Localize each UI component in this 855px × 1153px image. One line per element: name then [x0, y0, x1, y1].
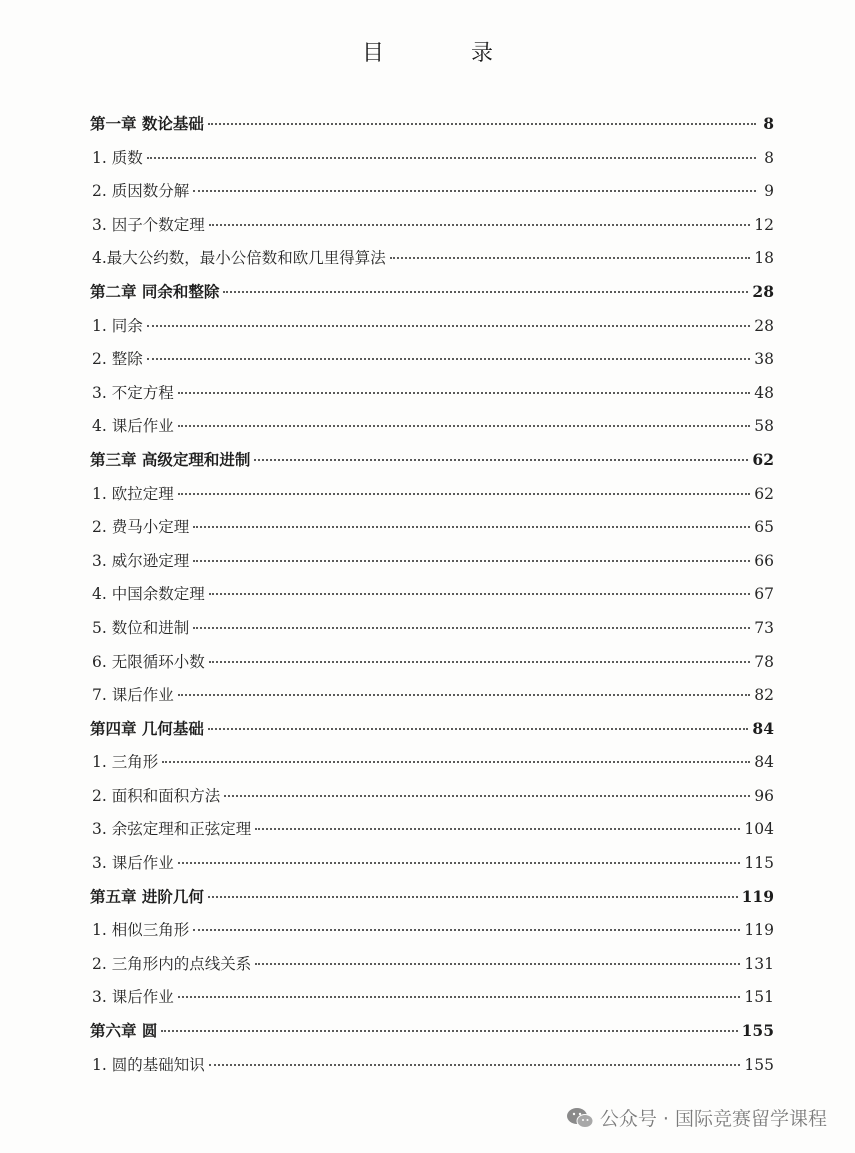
- toc-leader-dots: [208, 896, 738, 898]
- toc-page-number: 38: [754, 350, 774, 369]
- toc-page-number: 84: [752, 718, 774, 738]
- toc-leader-dots: [147, 325, 751, 327]
- toc-section-row: [90, 918, 774, 952]
- toc-leader-dots: [178, 862, 741, 864]
- toc-entry-title: 第三章 高级定理和进制: [90, 449, 251, 469]
- toc-page-number: 115: [744, 854, 774, 873]
- toc-page-number: 73: [754, 618, 774, 637]
- toc-leader-dots: [255, 828, 740, 830]
- toc-page-number: 84: [754, 753, 774, 772]
- toc-entry-title: 1. 三角形: [92, 753, 159, 772]
- watermark: [566, 1104, 827, 1131]
- toc-entry-title: 第五章 进阶几何: [90, 886, 204, 906]
- toc-section-row: [90, 650, 774, 684]
- toc-section-row: [90, 985, 774, 1019]
- toc-chapter-row: [90, 280, 774, 314]
- toc-entry-title: 2. 三角形内的点线关系: [92, 954, 252, 973]
- toc-entry-title: 1. 相似三角形: [92, 921, 190, 940]
- toc-section-row: [90, 213, 774, 247]
- toc-entry-title: 3. 课后作业: [92, 854, 174, 873]
- toc-leader-dots: [254, 459, 748, 461]
- page-title: 目 录: [362, 41, 533, 66]
- toc-entry-title: 4. 中国余数定理: [92, 585, 205, 604]
- toc-leader-dots: [193, 560, 750, 562]
- toc-section-row: [90, 784, 774, 818]
- toc-page-number: 82: [754, 686, 774, 705]
- toc-section-row: [90, 750, 774, 784]
- toc-entry-title: 第一章 数论基础: [90, 114, 204, 133]
- toc-entry-title: 1. 质数: [92, 148, 143, 167]
- toc-page-number: 155: [744, 1055, 774, 1074]
- toc-chapter-row: [90, 885, 774, 919]
- toc-entry-title: 3. 余弦定理和正弦定理: [92, 820, 252, 839]
- toc-leader-dots: [390, 257, 750, 259]
- toc-leader-dots: [209, 224, 751, 226]
- toc-section-row: [90, 179, 774, 213]
- toc-section-row: [90, 381, 774, 415]
- toc-entry-title: 第四章 几何基础: [90, 718, 204, 738]
- toc-entry-title: 第六章 圆: [90, 1021, 158, 1041]
- toc-page-number: 9: [764, 182, 774, 201]
- toc-entry-title: 1. 同余: [92, 316, 143, 335]
- toc-page-number: 65: [754, 518, 774, 537]
- toc-page-number: 48: [754, 383, 774, 402]
- toc-page-number: 96: [754, 786, 774, 805]
- toc-entry-title: 6. 无限循环小数: [92, 652, 205, 671]
- toc-page-number: 8: [764, 148, 774, 167]
- toc-entry-title: 2. 费马小定理: [92, 518, 190, 537]
- toc-leader-dots: [178, 392, 751, 394]
- toc-entry-title: 2. 质因数分解: [92, 182, 190, 201]
- toc-page-number: 131: [744, 954, 774, 973]
- toc-entry-title: 4. 课后作业: [92, 417, 174, 436]
- toc-chapter-row: [90, 448, 774, 482]
- toc-section-row: [90, 683, 774, 717]
- toc-leader-dots: [209, 1064, 741, 1066]
- toc-entry-title: 1. 欧拉定理: [92, 484, 174, 503]
- toc-leader-dots: [178, 425, 751, 427]
- toc-page-number: 155: [741, 1021, 774, 1041]
- toc-entry-title: 3. 课后作业: [92, 988, 174, 1007]
- toc-page-number: 18: [754, 249, 774, 268]
- toc-page-number: 58: [754, 417, 774, 436]
- toc-page-number: 119: [741, 886, 774, 906]
- toc-entry-title: 7. 课后作业: [92, 686, 174, 705]
- toc-section-row: [90, 582, 774, 616]
- toc-entry-title: 3. 威尔逊定理: [92, 551, 190, 570]
- toc-entry-title: 第二章 同余和整除: [90, 281, 220, 301]
- toc-leader-dots: [209, 593, 751, 595]
- toc-entry-title: 5. 数位和进制: [92, 618, 190, 637]
- toc-page-number: 66: [754, 551, 774, 570]
- toc-leader-dots: [147, 157, 756, 159]
- toc-section-row: [90, 851, 774, 885]
- toc-leader-dots: [178, 996, 741, 998]
- toc-entry-title: 2. 面积和面积方法: [92, 786, 221, 805]
- toc-page-number: 28: [752, 281, 774, 301]
- toc-section-row: [90, 952, 774, 986]
- toc-entry-title: 4.最大公约数，最小公倍数和欧几里得算法: [92, 249, 386, 268]
- toc-page-number: 104: [744, 820, 774, 839]
- toc-page-number: 62: [752, 449, 774, 469]
- toc-leader-dots: [193, 627, 750, 629]
- toc-page-number: 78: [754, 652, 774, 671]
- table-of-contents: [90, 112, 774, 1086]
- toc-entry-title: 3. 因子个数定理: [92, 215, 205, 234]
- toc-section-row: [90, 817, 774, 851]
- watermark-text: 公众号 · 国际竞赛留学课程: [599, 1108, 827, 1130]
- toc-section-row: [90, 549, 774, 583]
- toc-leader-dots: [224, 795, 750, 797]
- toc-entry-title: 2. 整除: [92, 350, 143, 369]
- toc-leader-dots: [178, 493, 751, 495]
- toc-page-number: 12: [754, 215, 774, 234]
- toc-entry-title: 3. 不定方程: [92, 383, 174, 402]
- toc-section-row: [90, 616, 774, 650]
- toc-section-row: [90, 246, 774, 280]
- toc-leader-dots: [223, 291, 748, 293]
- toc-section-row: [90, 347, 774, 381]
- toc-leader-dots: [147, 358, 751, 360]
- toc-page-number: 28: [754, 316, 774, 335]
- toc-section-row: [90, 482, 774, 516]
- toc-section-row: [90, 414, 774, 448]
- toc-section-row: [90, 1053, 774, 1087]
- toc-leader-dots: [178, 694, 751, 696]
- toc-leader-dots: [208, 728, 749, 730]
- toc-leader-dots: [209, 661, 751, 663]
- toc-chapter-row: [90, 112, 774, 146]
- toc-leader-dots: [162, 761, 750, 763]
- toc-page-number: 67: [754, 585, 774, 604]
- toc-chapter-row: [90, 717, 774, 751]
- toc-section-row: [90, 146, 774, 180]
- toc-leader-dots: [208, 123, 756, 125]
- toc-section-row: [90, 515, 774, 549]
- toc-section-row: [90, 314, 774, 348]
- wechat-icon: [566, 1107, 594, 1129]
- toc-chapter-row: [90, 1019, 774, 1053]
- toc-leader-dots: [193, 929, 740, 931]
- toc-leader-dots: [193, 190, 756, 192]
- toc-leader-dots: [161, 1030, 737, 1032]
- toc-page-number: 119: [744, 921, 774, 940]
- toc-page-number: 151: [744, 988, 774, 1007]
- toc-leader-dots: [255, 963, 740, 965]
- toc-page-number: 62: [754, 484, 774, 503]
- toc-page-number: 8: [763, 114, 774, 133]
- toc-entry-title: 1. 圆的基础知识: [92, 1055, 205, 1074]
- toc-leader-dots: [193, 526, 750, 528]
